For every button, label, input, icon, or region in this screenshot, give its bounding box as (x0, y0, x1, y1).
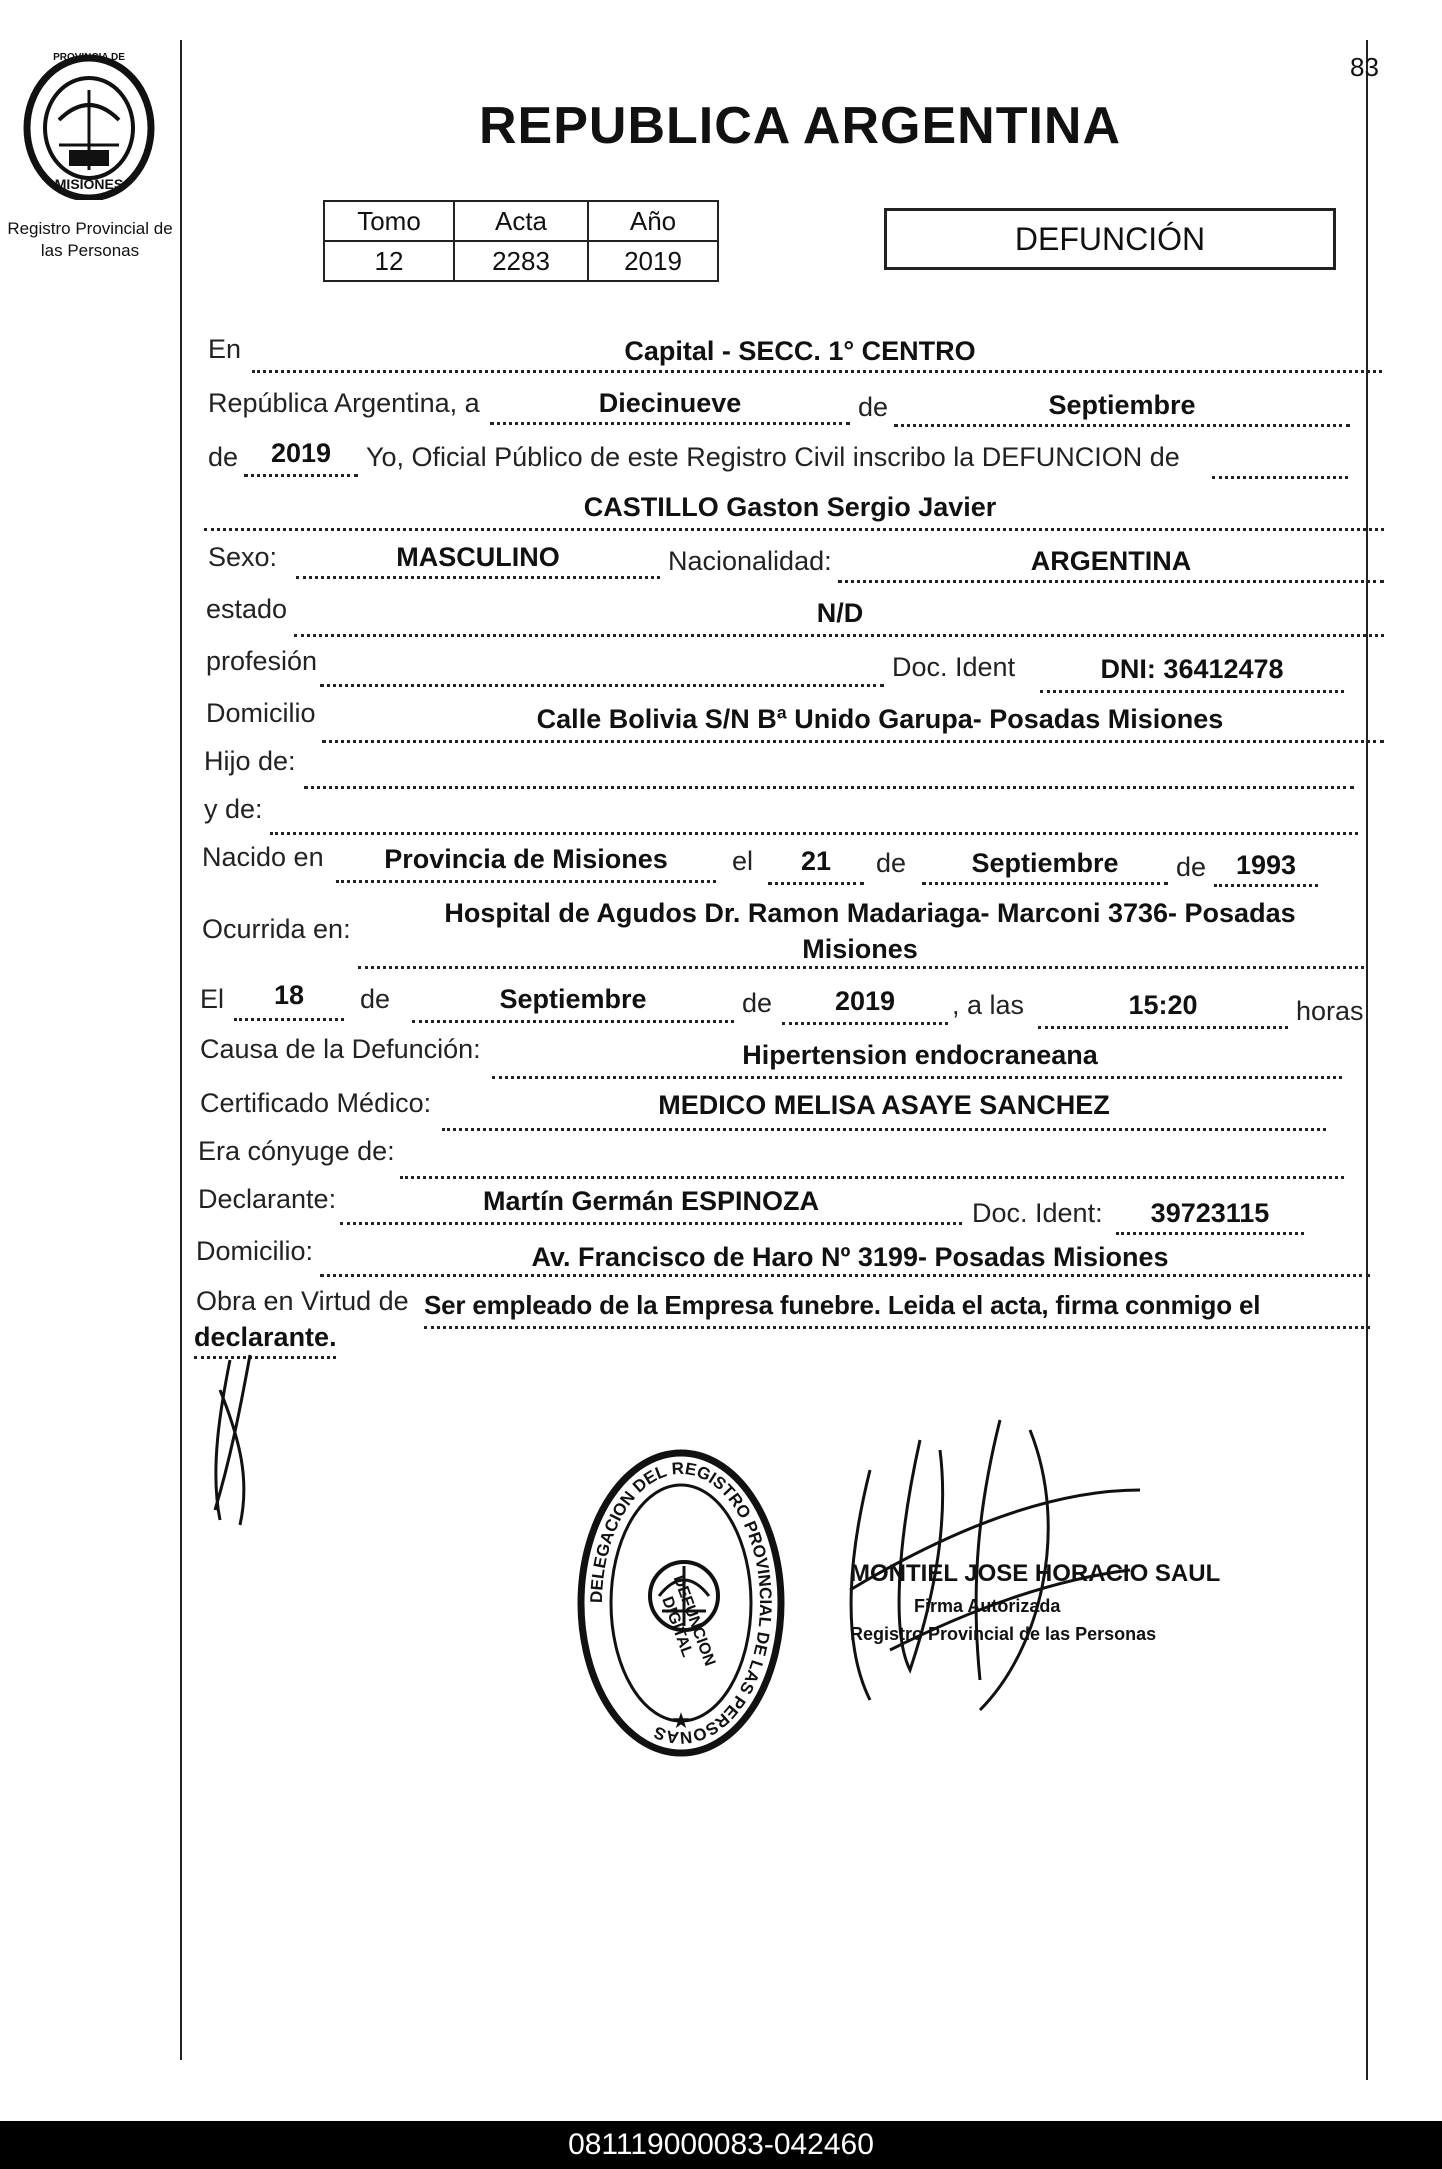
seal-outer-text: DELEGACION DEL REGISTRO PROVINCIAL DE LAS PERSONAS (586, 1458, 776, 1748)
signer-role: Firma Autorizada (914, 1596, 1061, 1616)
nac-mes: Septiembre (971, 848, 1119, 878)
dotted-line (244, 474, 358, 477)
dotted-line (320, 684, 884, 687)
yde-label: y de: (204, 794, 263, 824)
dotted-line (296, 576, 660, 579)
dotted-line (922, 882, 1168, 885)
nacido-lugar: Provincia de Misiones (384, 844, 668, 874)
declarante-doc: 39723115 (1150, 1198, 1270, 1228)
dotted-line (1214, 884, 1318, 887)
logo-text-top: PROVINCIA DE (53, 52, 125, 63)
dotted-line (492, 1076, 1342, 1079)
el2-label: El (200, 984, 225, 1014)
estado-value: N/D (816, 598, 864, 628)
obra-text: Ser empleado de la Empresa funebre. Leida el acta, firma conmigo el (424, 1290, 1261, 1320)
province-logo (14, 50, 164, 200)
def-mes: Septiembre (499, 984, 647, 1014)
sexo-value: MASCULINO (396, 542, 560, 572)
mes-value: Septiembre (1048, 390, 1196, 420)
obra-label: Obra en Virtud de (196, 1286, 409, 1316)
acta-label: Acta (454, 201, 588, 241)
signer-org: Registro Provincial de las Personas (850, 1624, 1157, 1644)
dotted-line (768, 882, 864, 885)
dotted-line (1038, 1026, 1288, 1029)
logo-caption (0, 218, 180, 262)
dotted-line (304, 786, 1354, 789)
republica-label: República Argentina, a (208, 388, 480, 418)
record-table (323, 200, 719, 282)
deceased-name: CASTILLO Gaston Sergio Javier (583, 492, 997, 522)
dotted-line (358, 966, 1364, 969)
nac-de2: de (1176, 852, 1207, 882)
declarante-domicilio: Av. Francisco de Haro Nº 3199- Posadas Misiones (531, 1242, 1169, 1272)
certificado-value: MEDICO MELISA ASAYE SANCHEZ (658, 1090, 1110, 1120)
page-number: 83 (1350, 52, 1379, 82)
dotted-line (1040, 690, 1344, 693)
yo-text: Yo, Oficial Público de este Registro Civil inscribo la DEFUNCION de (366, 442, 1180, 472)
sexo-label: Sexo: (208, 542, 278, 572)
en-label: En (208, 334, 242, 364)
def-anio: 2019 (834, 986, 896, 1016)
nacionalidad-value: ARGENTINA (1030, 546, 1192, 576)
left-margin-rule (180, 40, 182, 2060)
svg-text:★: ★ (671, 1708, 691, 1733)
dotted-line (320, 1274, 1370, 1277)
tomo-value: 12 (324, 241, 454, 281)
dia-value: Diecinueve (598, 388, 742, 418)
anio-value: 2019 (270, 438, 332, 468)
hijo-label: Hijo de: (204, 746, 296, 776)
anio-label: Año (588, 201, 718, 241)
doc-type-box: DEFUNCIÓN (884, 208, 1336, 270)
signer-name: MONTIEL JOSE HORACIO SAUL (850, 1560, 1221, 1587)
dni-value: DNI: 36412478 (1100, 654, 1284, 684)
ocurrida-line1: Hospital de Agudos Dr. Ramon Madariaga- Marconi 3736- Posadas (444, 898, 1296, 928)
ocurrida-label: Ocurrida en: (202, 914, 351, 944)
dotted-line (424, 1326, 1370, 1329)
causa-value: Hipertension endocraneana (742, 1040, 1098, 1070)
certificado-label: Certificado Médico: (200, 1088, 432, 1118)
logo-caption-line2: las Personas (40, 241, 140, 260)
declarant-signature-icon (200, 1350, 280, 1530)
dotted-line (294, 634, 1384, 637)
footer-code: 081119000083-042460 (0, 2121, 1442, 2169)
dotted-line (252, 370, 1382, 373)
dotted-line (322, 740, 1384, 743)
def-de2: de (742, 988, 773, 1018)
dotted-line (838, 580, 1384, 583)
nacido-label: Nacido en (202, 842, 324, 872)
page-title: REPUBLICA ARGENTINA (478, 97, 1122, 155)
right-margin-rule (1366, 40, 1368, 2080)
logo-text-bottom: MISIONES (54, 176, 124, 192)
dotted-line (400, 1176, 1344, 1179)
causa-label: Causa de la Defunción: (200, 1034, 481, 1064)
dotted-line (336, 880, 716, 883)
dotted-line (270, 832, 1358, 835)
nac-anio: 1993 (1235, 850, 1297, 880)
profesion-label: profesión (206, 646, 318, 676)
def-dia: 18 (273, 980, 305, 1010)
tomo-label: Tomo (324, 201, 454, 241)
dotted-line (204, 528, 1384, 531)
domicilio2-label: Domicilio: (196, 1236, 314, 1266)
nac-de1: de (876, 848, 907, 878)
nac-dia: 21 (800, 846, 832, 876)
doc-ident-label: Doc. Ident (892, 652, 1016, 682)
anio-value: 2019 (588, 241, 718, 281)
declarante-value: Martín Germán ESPINOZA (482, 1186, 820, 1216)
nacionalidad-label: Nacionalidad: (668, 546, 832, 576)
hora-value: 15:20 (1128, 990, 1198, 1020)
dotted-line (1212, 476, 1348, 479)
el-label: el (732, 846, 754, 876)
seal-inner-text: DEFUNCION DIGITAL (658, 1573, 719, 1669)
doc-ident2-label: Doc. Ident: (972, 1198, 1103, 1228)
de2-label: de (208, 442, 239, 472)
conyuge-label: Era cónyuge de: (198, 1136, 395, 1166)
domicilio-label: Domicilio (206, 698, 316, 728)
estado-label: estado (206, 594, 288, 624)
logo-caption-line1: Registro Provincial de (7, 219, 173, 238)
dotted-line (234, 1018, 344, 1021)
dotted-line (490, 422, 850, 425)
dotted-line (782, 1022, 948, 1025)
en-value: Capital - SECC. 1° CENTRO (624, 336, 976, 366)
dotted-line (1116, 1232, 1304, 1235)
domicilio-value: Calle Bolivia S/N Bª Unido Garupa- Posadas Misiones (536, 704, 1224, 734)
dotted-line (894, 424, 1350, 427)
horas-label: horas (1296, 996, 1364, 1026)
ocurrida-line2: Misiones (802, 934, 918, 964)
de-label: de (858, 392, 889, 422)
obra-text2: declarante. (194, 1322, 337, 1352)
dotted-line (412, 1020, 734, 1023)
dotted-line (340, 1222, 962, 1225)
declarante-label: Declarante: (198, 1184, 337, 1214)
acta-value: 2283 (454, 241, 588, 281)
def-de1: de (360, 984, 391, 1014)
dotted-line (442, 1128, 1326, 1131)
alas-label: , a las (952, 990, 1025, 1020)
